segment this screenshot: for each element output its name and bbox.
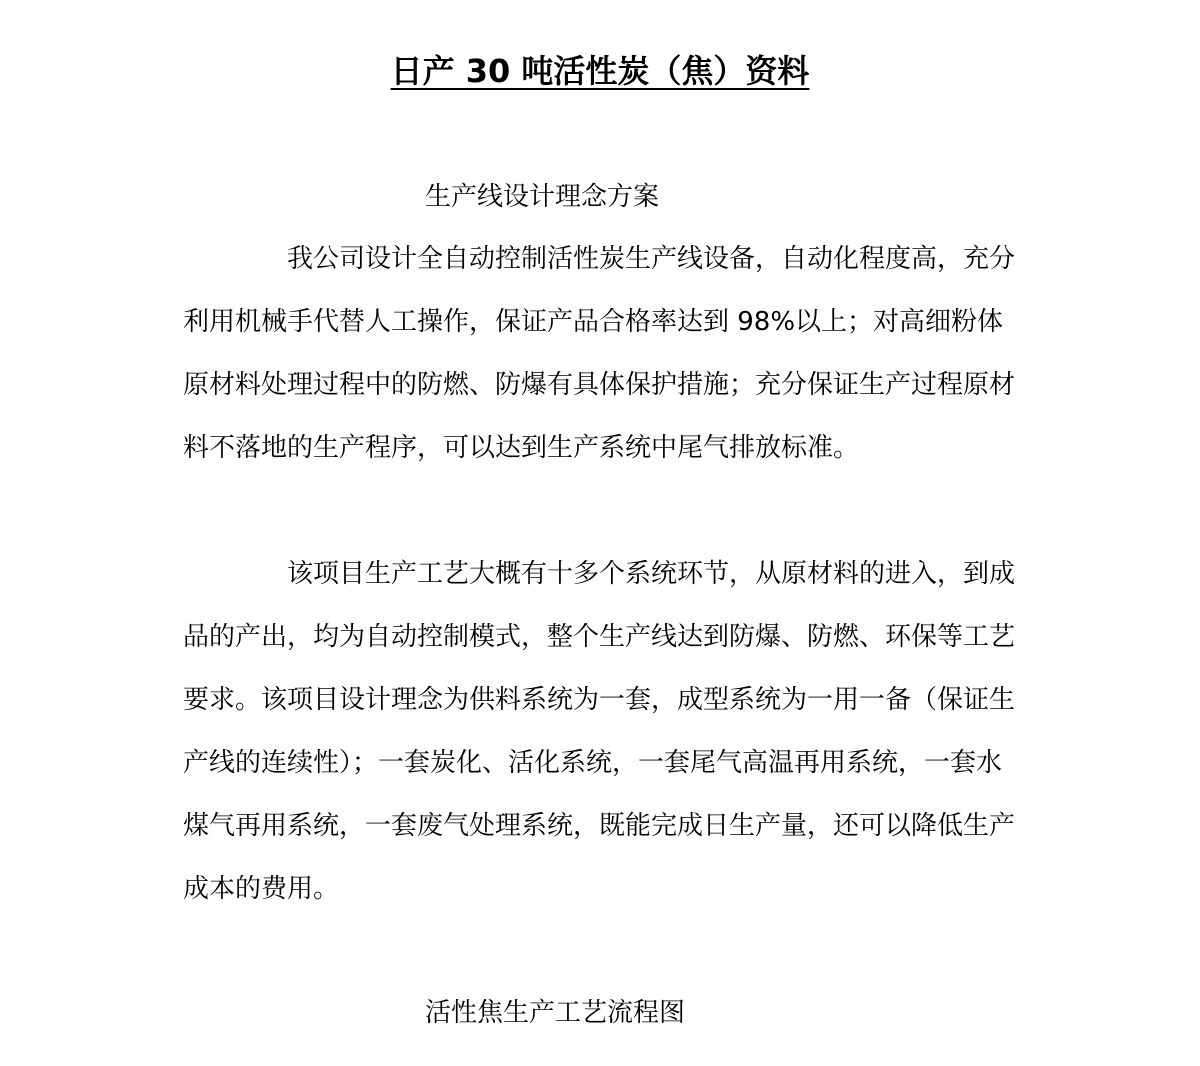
document-title bbox=[0, 46, 1200, 96]
paragraph-process-overview: 该项目生产工艺大概有十多个系统环节，从原材料的进入，到成品的产出，均为自动控制模式，整个生产线达到防爆、防燃、环保等工艺要求。该项目设计理念为供料系统为一套，成型系统为一用一备（保证生产线的连续性）；一套炭化、活化系统，一套尾气高温再用系统，一套水煤气再用系统，一套废气处理系统，既能完成日生产量，还可以降低生产成本的费用。 bbox=[183, 559, 1016, 904]
paragraph-design-concept: 我公司设计全自动控制活性炭生产线设备，自动化程度高，充分利用机械手代替人工操作，保证产品合格率达到 98%以上；对高细粉体原材料处理过程中的防燃、防爆有具体保护措施；充分保证生产过程原材料不落地的生产程序，可以达到生产系统中尾气排放标准。 bbox=[183, 244, 1016, 463]
section-heading-design-concept: 生产线设计理念方案 bbox=[425, 182, 660, 212]
section-heading-process-flow: 活性焦生产工艺流程图 bbox=[425, 998, 686, 1028]
document-title-text: 日产 30 吨活性炭（焦）资料 bbox=[390, 52, 810, 90]
